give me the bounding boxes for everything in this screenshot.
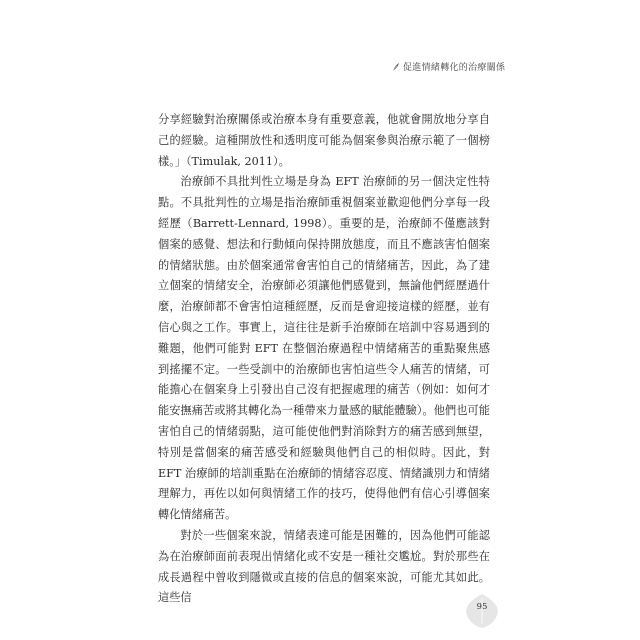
leaf-mark-icon	[392, 62, 400, 72]
paragraph-2: 治療師不具批判性立場是身為 EFT 治療師的另一個決定性特點。不具批判性的立場是指治療師重視個案並歡迎他們分享每一段經歷（Barrett-Lennard, 1998）。重要的是，治療師不僅應該對個案的感覺、想法和行動傾向保持開放態度，而且不應該害怕個案的情緒狀態。由於個案通常會害怕自己的情緒痛苦，因此，為了建立個案的情緒安全，治療師必須讓他們感覺到，無論他們經歷過什麼，治療師都不會害怕這種經歷，反而是會迎接這樣的經歷，並有信心與之工作。事實上，這往往是新手治療師在培訓中容易遇到的難題，他們可能對 EFT 在整個治療過程中情緒痛苦的重點聚焦感到搖擺不定。一些受訓中的治療師也害怕這些令人痛苦的情緒，可能擔心在個案身上引發出自己沒有把握處理的痛苦（例如：如何才能安撫痛苦或將其轉化為一種帶來力量感的賦能體驗）。他們也可能害怕自己的情緒弱點，這可能使他們對消除對方的痛苦感到無望，特別是當個案的痛苦感受和經驗與他們自己的相似時。因此，對 EFT 治療師的培訓重點在治療師的情緒容忍度、情緒識別力和情緒理解力，再佐以如何與情緒工作的技巧，使得他們有信心引導個案轉化情緒痛苦。	[158, 175, 490, 522]
body-text	[158, 110, 490, 609]
page-folio	[462, 591, 502, 631]
running-header	[392, 60, 505, 73]
page-number: 95	[476, 602, 488, 612]
paragraph-1: 分享經驗對治療關係或治療本身有重要意義，他就會開放地分享自己的經驗。這種開放性和透明度可能為個案參與治療示範了一個榜樣。」（Timulak, 2011）。	[158, 113, 490, 168]
paragraph-3: 對於一些個案來說，情緒表達可能是困難的，因為他們可能認為在治療師面前表現出情緒化或不安是一種社交尷尬。對於那些在成長過程中曾收到隱微或直接的信息的個案來說，可能尤其如此。這些信	[158, 528, 490, 605]
running-title: 促進情緒轉化的治療關係	[403, 63, 506, 73]
